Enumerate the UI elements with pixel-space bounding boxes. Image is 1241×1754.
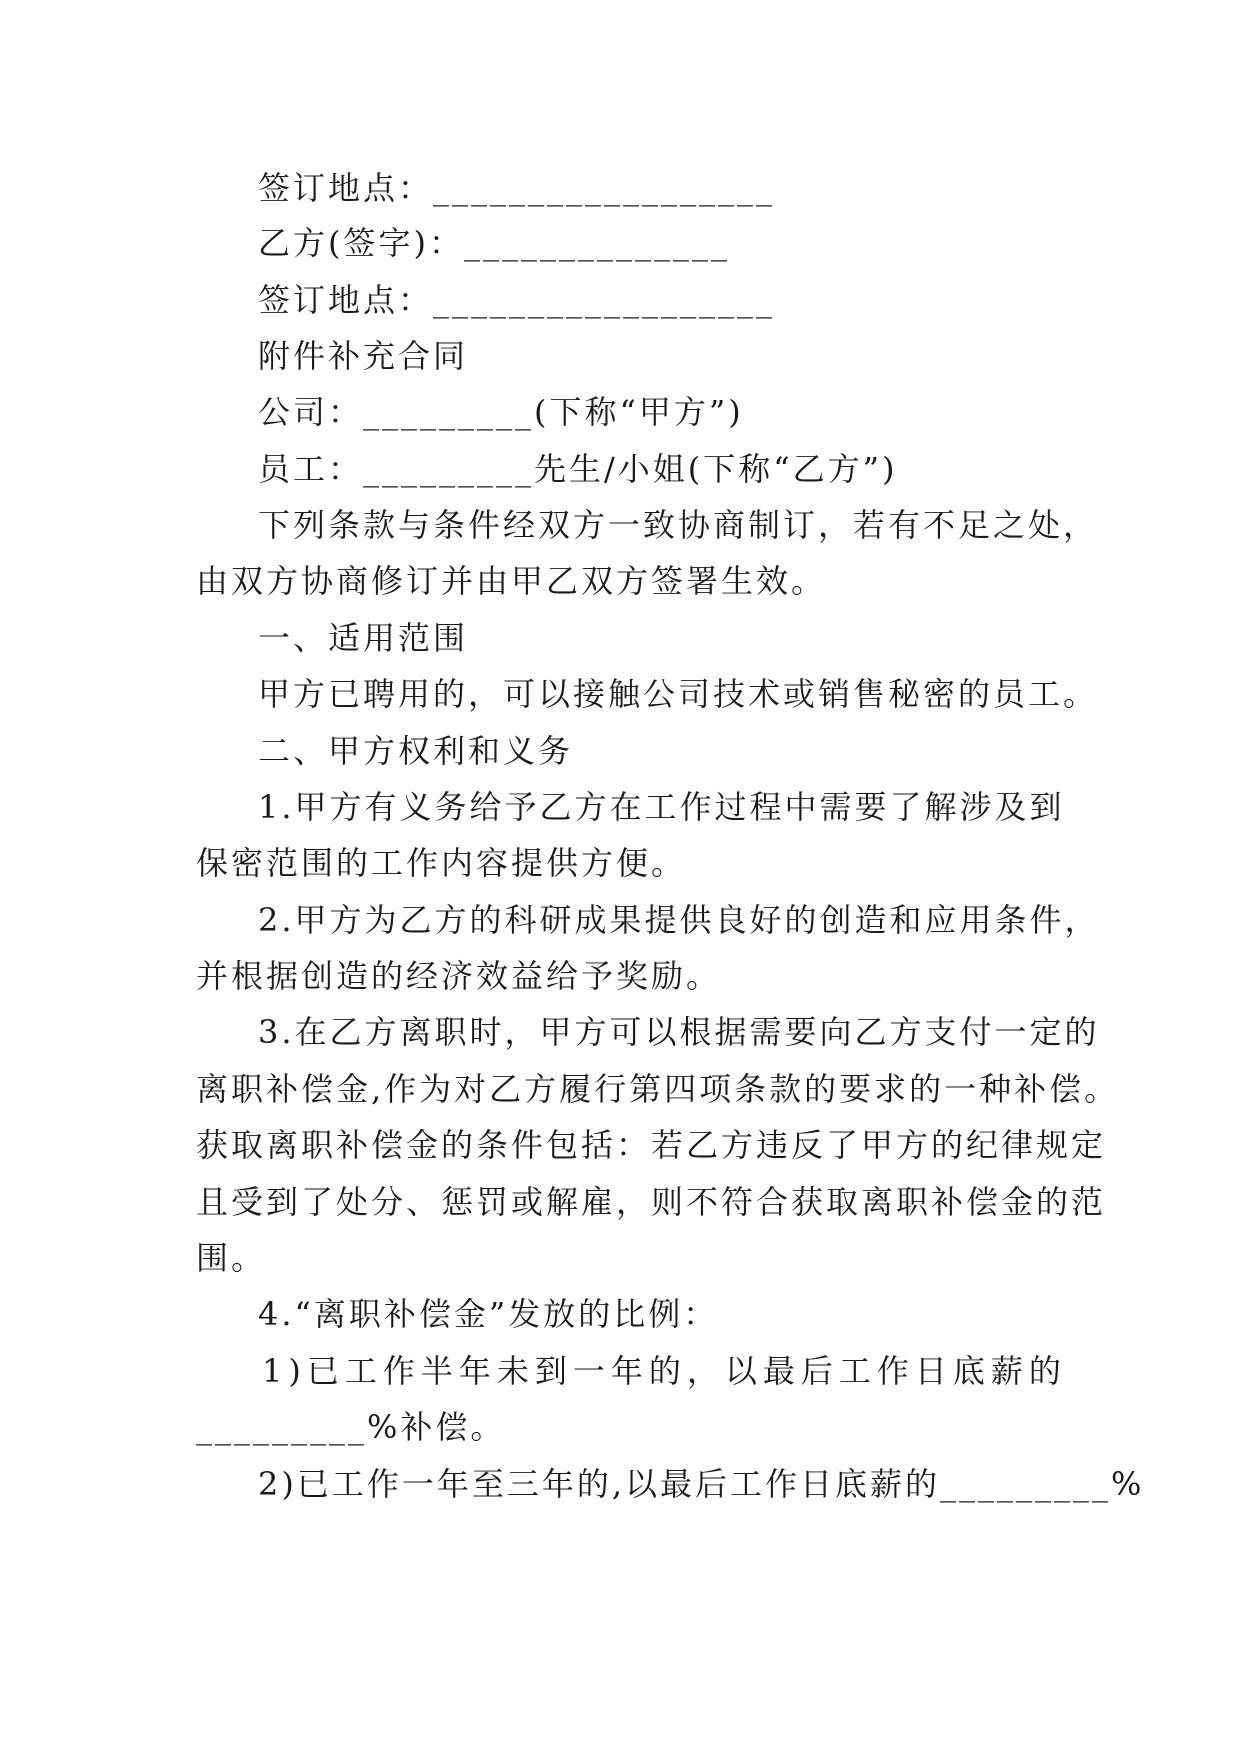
section-heading: 二、甲方权利和义务 — [258, 732, 574, 770]
intro-paragraph-line: 由双方协商修订并由甲乙双方签署生效。 — [196, 562, 827, 600]
sub-clause-line: _________%补偿。 — [196, 1408, 506, 1446]
clause-line: 且受到了处分、惩罚或解雇，则不符合获取离职补偿金的范 — [196, 1183, 1107, 1221]
clause-line: 3.在乙方离职时，甲方可以根据需要向乙方支付一定的 — [258, 1013, 1100, 1051]
section-heading: 一、适用范围 — [258, 619, 469, 657]
employee-line: 员工：_________先生/小姐(下称“乙方”) — [258, 450, 898, 488]
section-body: 甲方已聘用的，可以接触公司技术或销售秘密的员工。 — [258, 675, 1099, 713]
sign-place-line: 签订地点：__________________ — [258, 169, 776, 207]
clause-line: 4.“离职补偿金”发放的比例： — [258, 1295, 719, 1333]
clause-line: 1.甲方有义务给予乙方在工作过程中需要了解涉及到 — [258, 788, 1065, 826]
party-b-signature-line: 乙方(签字)：______________ — [258, 224, 730, 262]
appendix-title: 附件补充合同 — [258, 337, 469, 375]
clause-line: 2.甲方为乙方的科研成果提供良好的创造和应用条件， — [258, 901, 1100, 939]
intro-paragraph-line: 下列条款与条件经双方一致协商制订，若有不足之处， — [258, 506, 1099, 544]
clause-line: 获取离职补偿金的条件包括：若乙方违反了甲方的纪律规定 — [196, 1126, 1107, 1164]
sub-clause-line: 2)已工作一年至三年的,以最后工作日底薪的_________% — [258, 1465, 1145, 1503]
clause-line: 并根据创造的经济效益给予奖励。 — [196, 957, 722, 995]
clause-line: 围。 — [196, 1239, 267, 1277]
company-line: 公司：_________(下称“甲方”) — [258, 393, 744, 431]
sub-clause-line: 1)已工作半年未到一年的，以最后工作日底薪的 — [262, 1352, 1067, 1390]
sign-place-line: 签订地点：__________________ — [258, 281, 776, 319]
clause-line: 离职补偿金,作为对乙方履行第四项条款的要求的一种补偿。 — [196, 1070, 1120, 1108]
clause-line: 保密范围的工作内容提供方便。 — [196, 844, 687, 882]
